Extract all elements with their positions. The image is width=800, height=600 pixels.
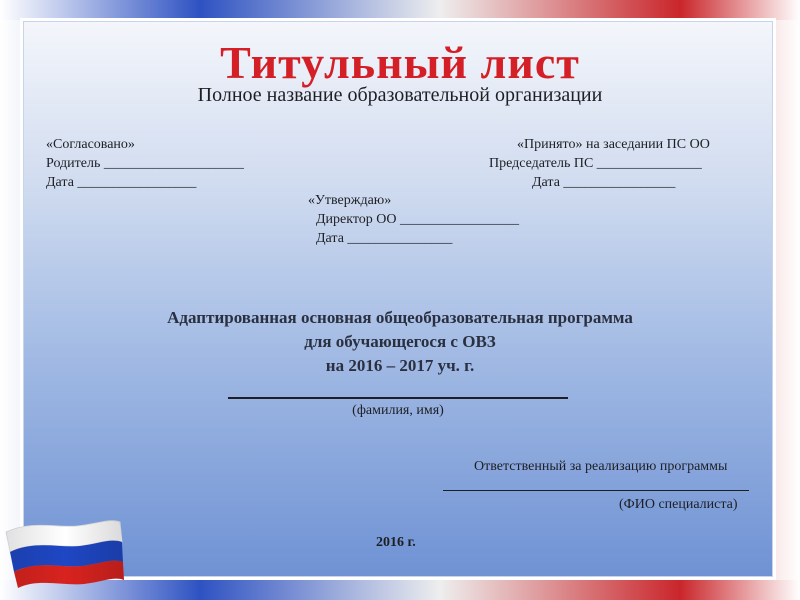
organization-name: Полное название образовательной организации (197, 84, 603, 106)
agreed-label: «Согласовано» (46, 137, 135, 152)
chair-signature-line: Председатель ПС _______________ (489, 156, 702, 171)
director-signature-line: Директор ОО _________________ (316, 212, 520, 227)
frame-top-border (0, 0, 800, 20)
accepted-label: «Принято» на заседании ПС ОО (517, 137, 710, 152)
program-title-line1: Адаптированная основная общеобразовательная программа (167, 308, 633, 327)
chair-date-line: Дата ________________ (532, 175, 676, 190)
responsible-label: Ответственный за реализацию программы (474, 459, 728, 474)
parent-date-line: Дата _________________ (46, 175, 197, 190)
russian-flag-icon (2, 518, 127, 588)
parent-signature-line: Родитель ____________________ (46, 156, 244, 171)
page-title: Титульный лист (220, 37, 580, 88)
student-name-caption: (фамилия, имя) (352, 403, 444, 418)
director-date-line: Дата _______________ (316, 231, 453, 246)
program-title-line2: для обучающегося с ОВЗ (304, 332, 496, 351)
specialist-caption: (ФИО специалиста) (619, 497, 738, 512)
student-name-line (228, 397, 568, 399)
document-year: 2016 г. (376, 535, 416, 550)
approve-label: «Утверждаю» (308, 193, 392, 208)
specialist-name-line (443, 490, 749, 491)
program-title-line3: на 2016 – 2017 уч. г. (325, 356, 475, 375)
